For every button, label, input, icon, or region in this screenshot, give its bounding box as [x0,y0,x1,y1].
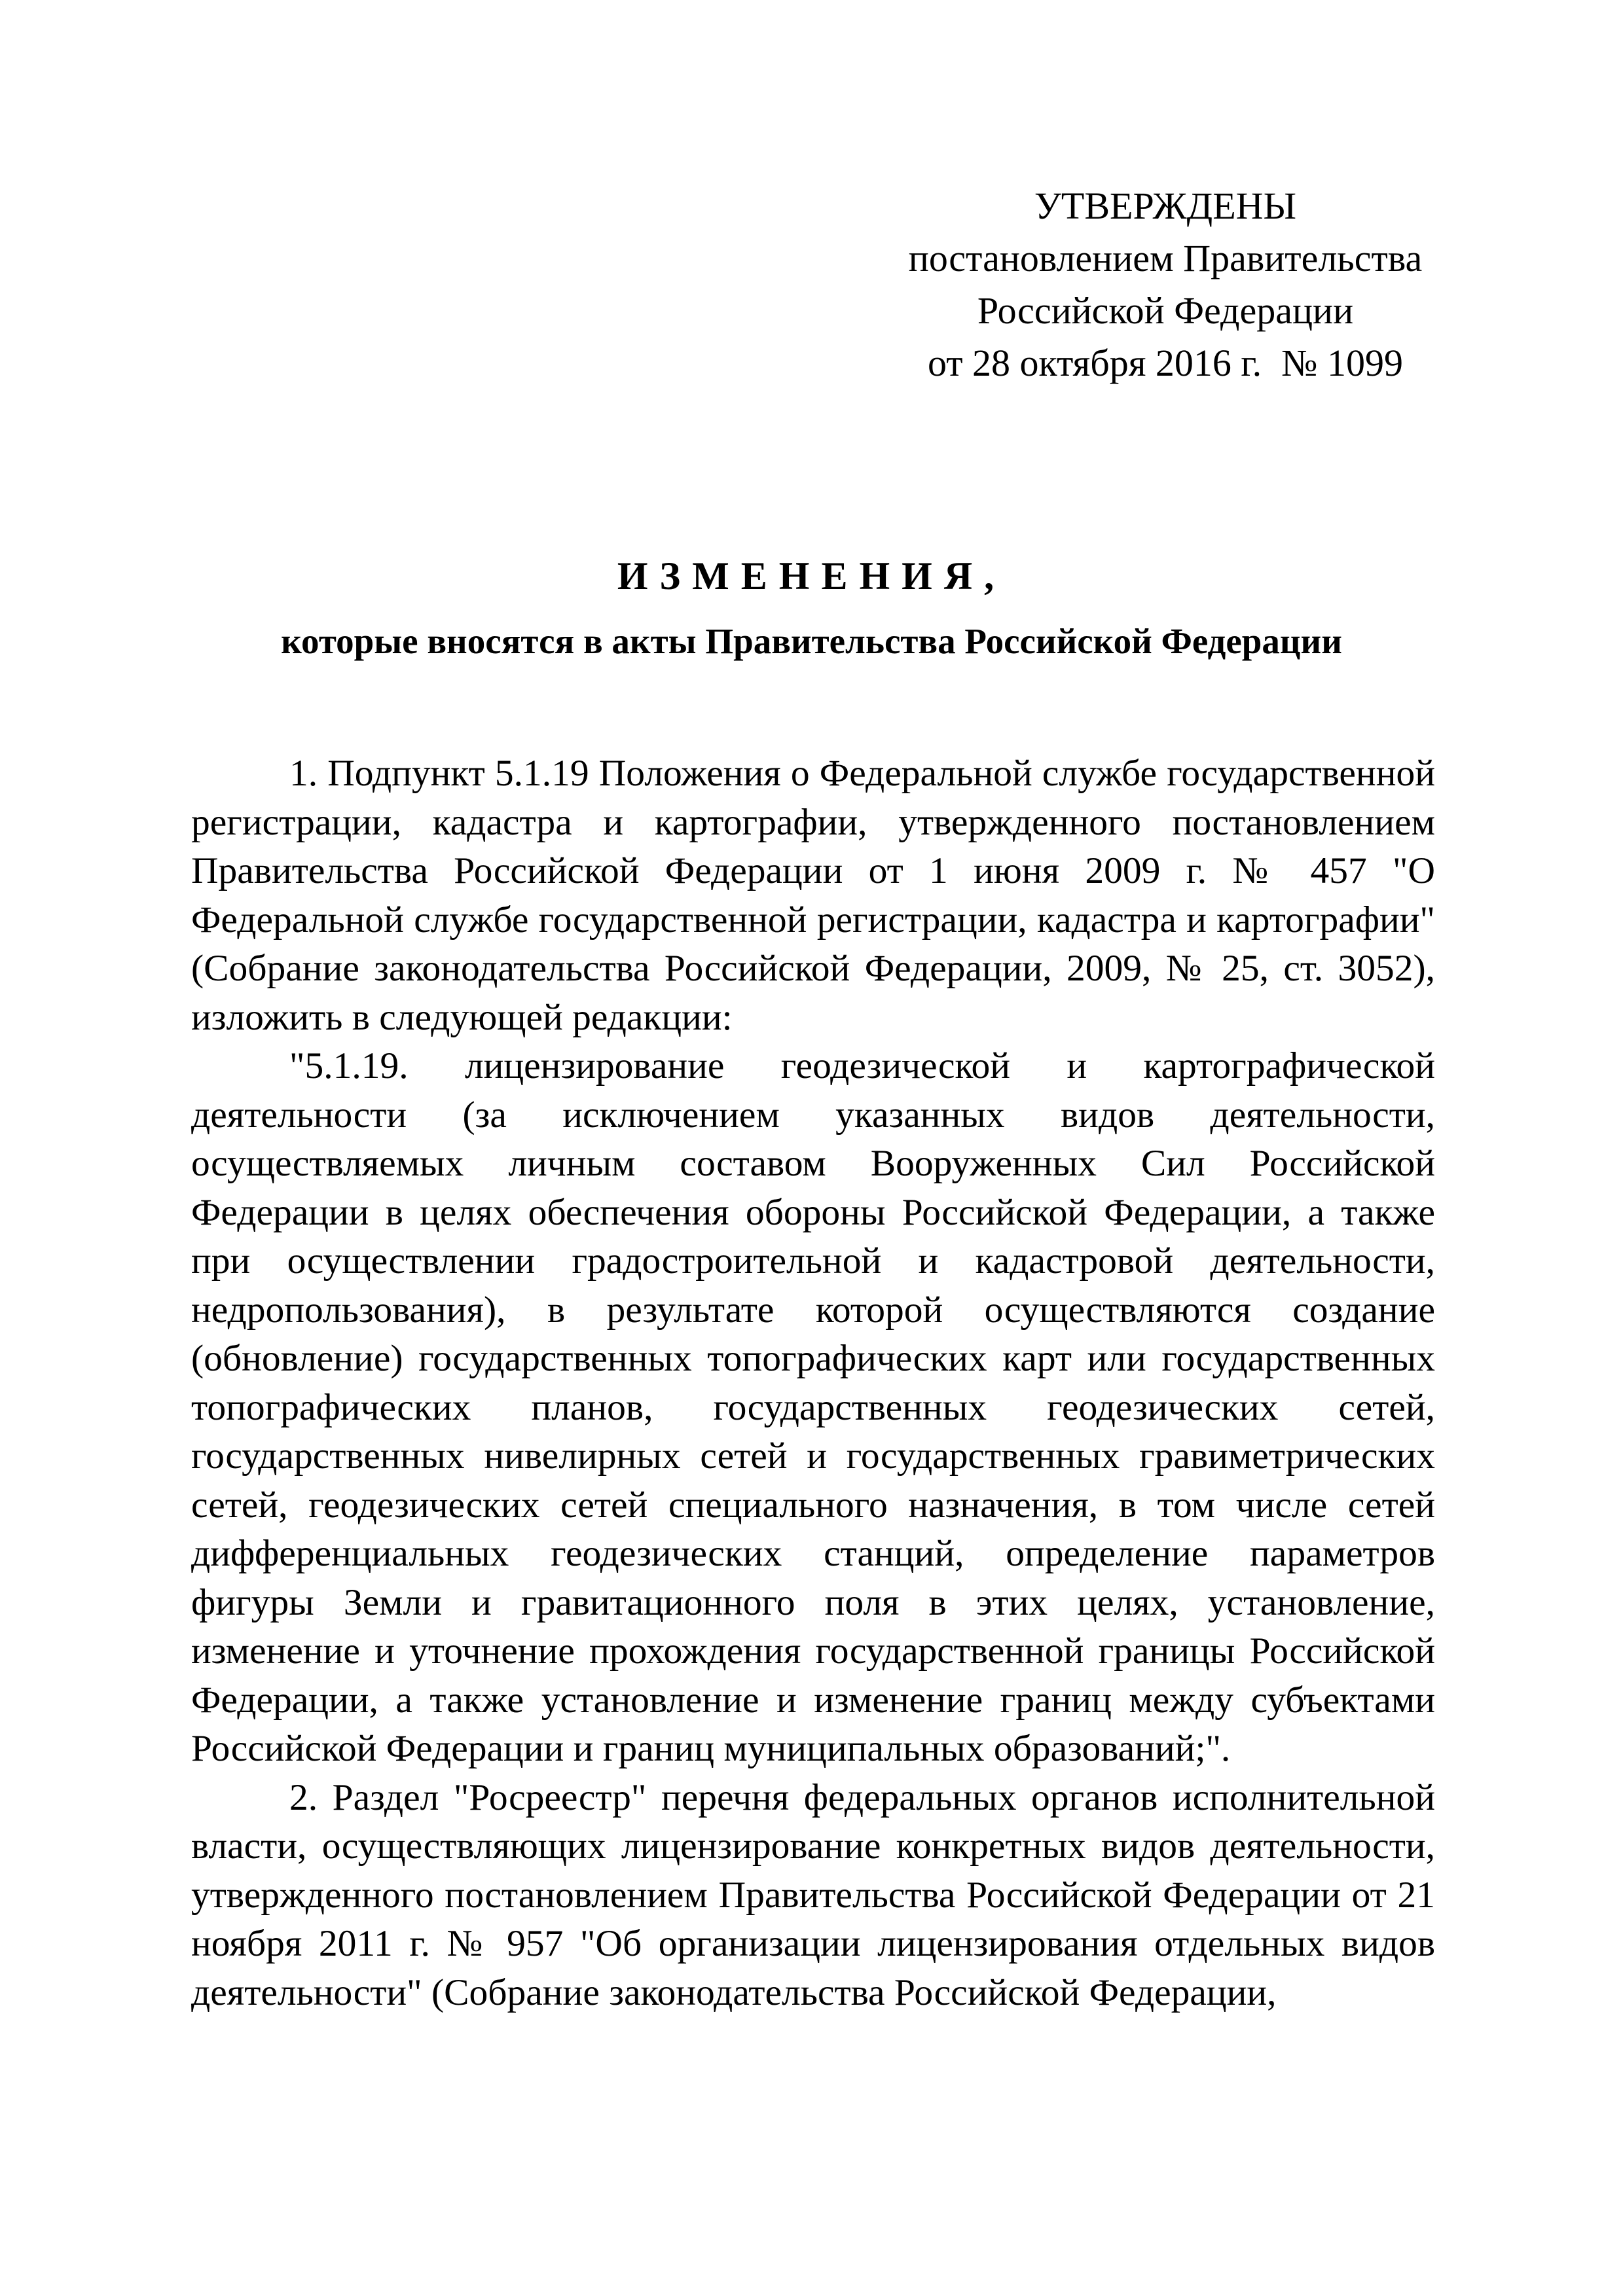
document-title: ИЗМЕНЕНИЯ, [617,554,1006,598]
approval-stamp [877,180,1453,389]
approval-date: от 28 октября 2016 г. [927,342,1262,384]
document-body [191,749,1435,2017]
approval-date-line [877,337,1453,389]
paragraph-2: "5.1.19. лицензирование геодезической и картографической деятельности (за исключением указанных видов деятельности, осуществляемых личным составом Вооруженных Сил Российской Федерации в целях обеспечения обороны Российской Федерации, а также при осуществлении градостроительной и кадастровой деятельности, недропользования), в результате которой осуществляются создание (обновление) государственных топографических карт или государственных топографических планов, государственных геодезических сетей, государственных нивелирных сетей и государственных гравиметрических сетей, геодезических сетей специального назначения, в том числе сетей дифференциальных геодезических станций, определение параметров фигуры Земли и гравитационного поля в этих целях, установление, изменение и уточнение прохождения государственной границы Российской Федерации, а также установление и изменение границ между субъектами Российской Федерации и границ муниципальных образований;". [191,1045,1435,1769]
paragraph-1: 1. Подпункт 5.1.19 Положения о Федеральной службе государственной регистрации, кадастра и картографии, утвержденного постановлением Правительства Российской Федерации от 1 июня 2009 г. № 457 "О Федеральной службе государственной регистрации, кадастра и картографии" (Собрание законодательства Российской Федерации, 2009, № 25, ст. 3052), изложить в следующей редакции: [191,753,1435,1038]
approval-line-1: постановлением Правительства [908,237,1423,279]
approval-heading: УТВЕРЖДЕНЫ [1034,185,1297,227]
paragraph-3: 2. Раздел "Росреестр" перечня федеральных органов исполнительной власти, осуществляющих лицензирование конкретных видов деятельности, утвержденного постановлением Правительства Российской Федерации от 21 ноября 2011 г. № 957 "Об организации лицензирования отдельных видов деятельности" (Собрание законодательства Российской Федерации, [191,1776,1435,2013]
approval-number: № 1099 [1281,342,1404,384]
approval-line-2: Российской Федерации [977,289,1354,332]
document-subtitle: которые вносятся в акты Правительства Российской Федерации [281,621,1342,661]
